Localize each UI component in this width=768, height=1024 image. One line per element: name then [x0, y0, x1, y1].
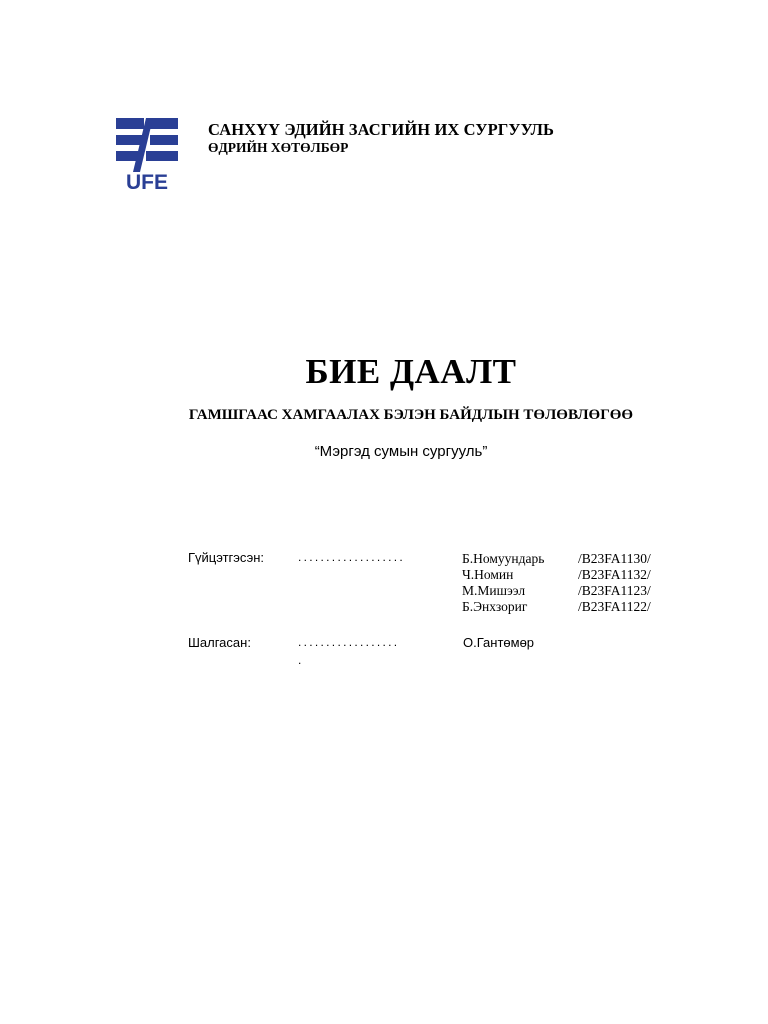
- performed-label: Гүйцэтгэсэн:: [188, 550, 264, 565]
- document-subtitle: ГАМШГААС ХАМГААЛАХ БЭЛЭН БАЙДЛЫН ТӨЛӨВЛӨГӨӨ: [188, 407, 634, 423]
- checker-name: О.Гантөмөр: [463, 635, 535, 650]
- document-title: БИЕ ДААЛТ: [305, 352, 517, 391]
- member-name: Б.Энхзориг: [462, 599, 528, 614]
- checked-dots: ..................: [298, 635, 400, 649]
- checked-label: Шалгасан:: [188, 635, 251, 650]
- member-id: /B23FA1132/: [578, 567, 651, 582]
- performed-dots: ...................: [298, 550, 406, 564]
- program-name: ӨДРИЙН ХӨТӨЛБӨР: [208, 140, 349, 155]
- ufe-logo: [116, 118, 178, 192]
- school-name: “Мэргэд сумын сургууль”: [314, 443, 488, 460]
- member-name: Б.Номуундарь: [462, 551, 545, 566]
- logo-text: UFE: [126, 171, 168, 192]
- checked-dots-continued: .: [298, 653, 304, 667]
- member-id: /B23FA1130/: [578, 551, 651, 566]
- member-name: М.Мишээл: [462, 583, 526, 598]
- university-name: САНХҮҮ ЭДИЙН ЗАСГИЙН ИХ СУРГУУЛЬ: [208, 120, 555, 139]
- member-id: /B23FA1122/: [578, 599, 651, 614]
- member-name: Ч.Номин: [462, 567, 514, 582]
- header-block: [208, 120, 554, 156]
- member-id: /B23FA1123/: [578, 583, 651, 598]
